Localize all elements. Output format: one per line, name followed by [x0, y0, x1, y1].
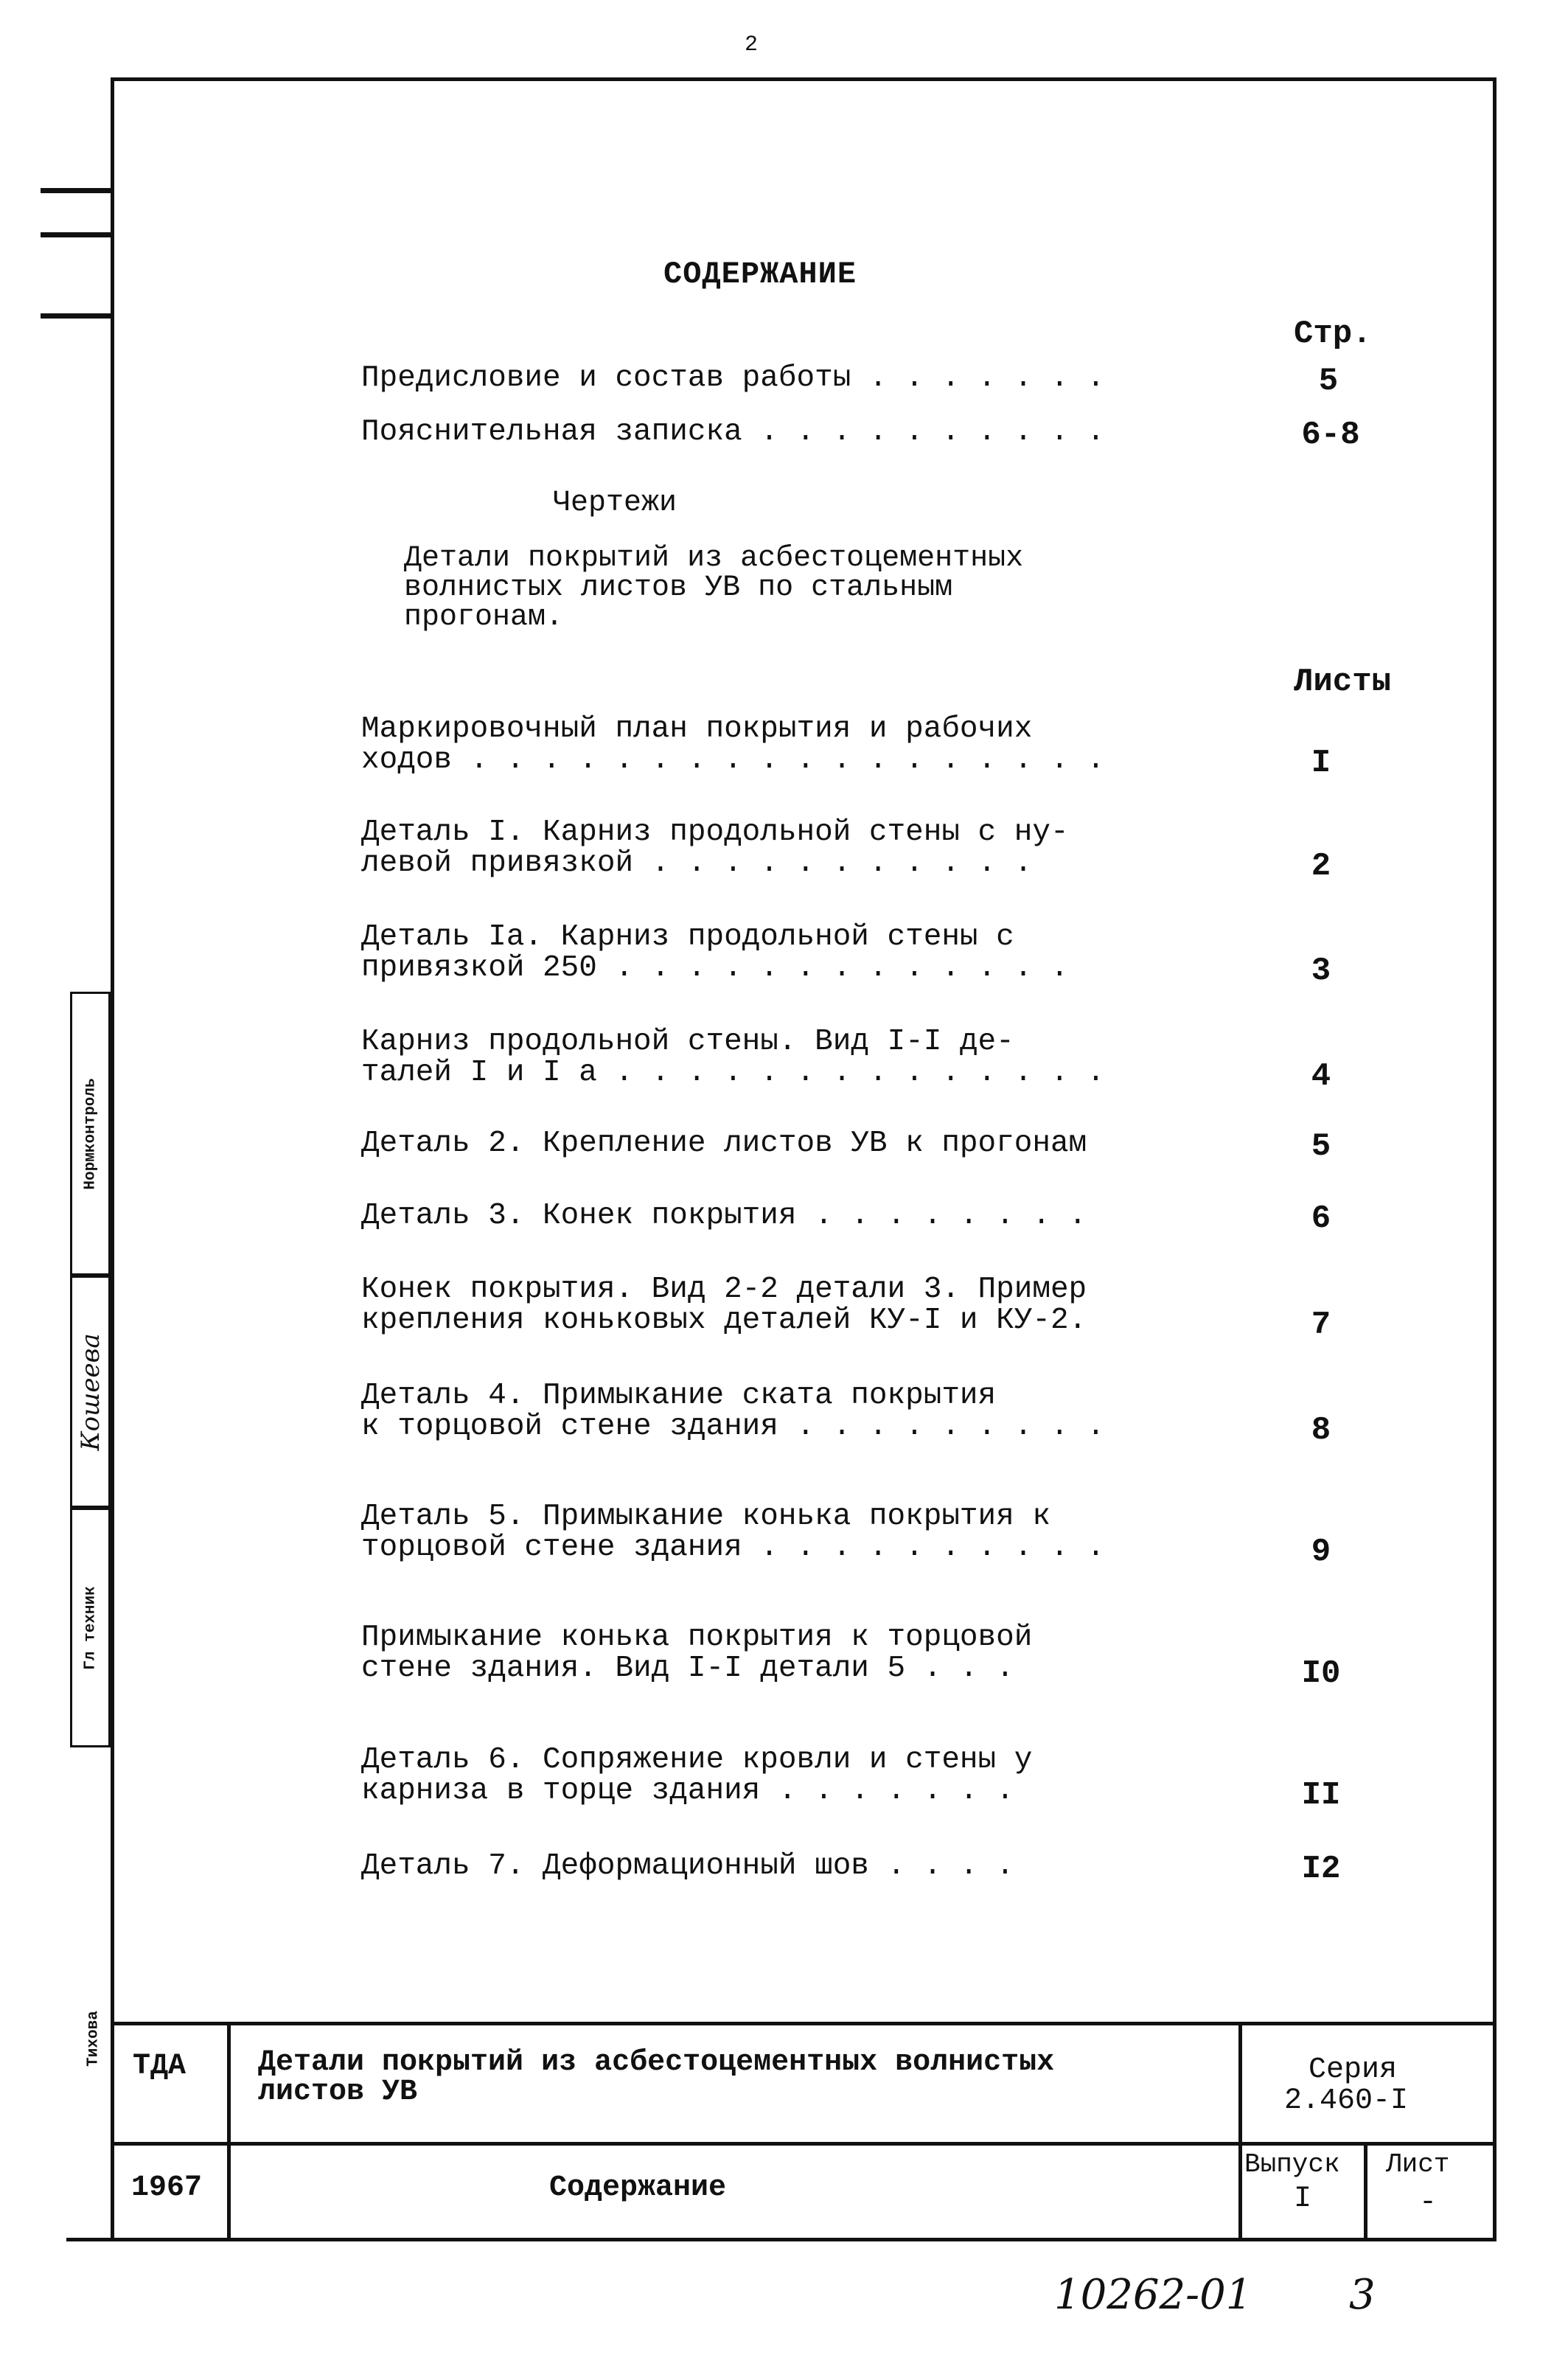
entry-sheet-number: II	[1301, 1777, 1341, 1814]
stamp-title-line: Детали покрытий из асбестоцементных волнистых	[258, 2046, 1055, 2079]
side-signature	[70, 1276, 111, 1508]
entry-line: привязкой 250 . . . . . . . . . . . . .	[361, 951, 1069, 985]
section-title: Чертежи	[553, 487, 677, 520]
intro-entry-text: Пояснительная записка . . . . . . . . . .	[361, 415, 1105, 449]
entry-sheet-number: 6	[1311, 1200, 1331, 1237]
intro-entry-text: Предисловие и состав работы . . . . . . .	[361, 361, 1105, 395]
entry-line: Маркировочный план покрытия и рабочих	[361, 712, 1033, 746]
stamp-year: 1967	[131, 2171, 203, 2205]
contents-entry	[361, 1128, 1087, 1159]
stamp-sheet-value: -	[1419, 2186, 1438, 2219]
stamp-title	[258, 2048, 1054, 2107]
signature-text: Кошеева	[75, 1332, 105, 1451]
entry-line: Деталь 7. Деформационный шов . . . .	[361, 1849, 1014, 1883]
intro-entry-page: 5	[1318, 363, 1339, 400]
entry-line: к торцовой стене здания . . . . . . . . .	[361, 1410, 1105, 1444]
side-label-top-text: Нормконтроль	[82, 1077, 99, 1190]
contents-entry	[361, 1851, 1014, 1882]
entry-sheet-number: 7	[1311, 1307, 1331, 1343]
entry-line: Деталь 6. Сопряжение кровли и стены у	[361, 1743, 1033, 1777]
entry-line: стене здания. Вид I-I детали 5 . . .	[361, 1652, 1014, 1686]
contents-entry	[361, 1622, 1032, 1684]
stamp-content: Содержание	[549, 2171, 727, 2205]
contents-entry	[361, 714, 1105, 776]
archive-code: 10262-01	[1054, 2271, 1252, 2319]
entry-line: ходов . . . . . . . . . . . . . . . . . .	[361, 743, 1105, 777]
section-description	[404, 544, 1023, 633]
entry-sheet-number: I0	[1301, 1655, 1341, 1692]
contents-entry	[361, 1026, 1105, 1088]
pages-column-header: Стр.	[1294, 316, 1372, 352]
entry-sheet-number: 5	[1311, 1128, 1331, 1165]
entry-sheet-number: 2	[1311, 848, 1331, 885]
stamp-divider	[1364, 2142, 1367, 2241]
contents-entry	[361, 1200, 1087, 1231]
side-label-top	[70, 992, 111, 1276]
side-label-middle-text: Гл техник	[82, 1585, 99, 1670]
entry-sheet-number: 3	[1311, 953, 1331, 989]
section-description-line: прогонам.	[404, 601, 564, 634]
entry-line: Деталь 5. Примыкание конька покрытия к	[361, 1500, 1050, 1534]
side-label-middle	[70, 1508, 111, 1747]
entry-line: Деталь 3. Конек покрытия . . . . . . . .	[361, 1199, 1087, 1233]
entry-line: Деталь 4. Примыкание ската покрытия	[361, 1379, 997, 1413]
entry-line: Примыкание конька покрытия к торцовой	[361, 1621, 1033, 1655]
contents-entry	[361, 817, 1069, 879]
stamp-top-border	[111, 2022, 1496, 2025]
stamp-issue-label: Выпуск	[1244, 2149, 1340, 2180]
entry-line: левой привязкой . . . . . . . . . . .	[361, 846, 1033, 880]
stamp-bottom-extension	[66, 2238, 1496, 2241]
entry-line: талей I и I а . . . . . . . . . . . . . .	[361, 1056, 1105, 1090]
entry-sheet-number: I	[1311, 745, 1331, 782]
side-label-bottom	[83, 1991, 105, 2087]
section-description-line: Детали покрытий из асбестоцементных	[404, 542, 1024, 575]
archive-page-number: 3	[1349, 2271, 1376, 2319]
stamp-series-value: 2.460-I	[1284, 2084, 1409, 2118]
entry-line: торцовой стене здания . . . . . . . . . .	[361, 1531, 1105, 1565]
contents-entry	[361, 1744, 1032, 1806]
entry-sheet-number: I2	[1301, 1851, 1341, 1888]
intro-entry-page: 6-8	[1301, 417, 1360, 453]
contents-entry	[361, 922, 1069, 984]
entry-line: карниза в торце здания . . . . . . .	[361, 1774, 1014, 1808]
contents-entry	[361, 1501, 1105, 1563]
stamp-series-label: Серия	[1309, 2053, 1398, 2087]
binding-mark-3	[41, 313, 114, 319]
entry-sheet-number: 8	[1311, 1412, 1331, 1449]
sheets-column-header: Листы	[1294, 664, 1392, 700]
contents-entry	[361, 1380, 1105, 1442]
side-label-bottom-text: Тихова	[85, 2011, 102, 2067]
binding-mark-1	[41, 188, 114, 193]
entry-line: Деталь 2. Крепление листов УВ к прогонам	[361, 1127, 1087, 1161]
entry-line: Деталь Iа. Карниз продольной стены с	[361, 920, 1014, 954]
stamp-title-line: листов УВ	[258, 2076, 418, 2109]
stamp-middle-border	[111, 2142, 1496, 2146]
contents-entry	[361, 1274, 1087, 1336]
entry-line: Карниз продольной стены. Вид I-I де-	[361, 1025, 1014, 1059]
stamp-sheet-label: Лист	[1386, 2149, 1450, 2180]
stamp-divider	[227, 2022, 231, 2241]
entry-line: Конек покрытия. Вид 2-2 детали 3. Пример	[361, 1273, 1087, 1307]
page-title: СОДЕРЖАНИЕ	[663, 257, 857, 292]
entry-line: Деталь I. Карниз продольной стены с ну-	[361, 815, 1069, 849]
section-description-line: волнистых листов УВ по стальным	[404, 571, 953, 605]
entry-sheet-number: 9	[1311, 1534, 1331, 1570]
stamp-org: ТДА	[133, 2050, 187, 2083]
stamp-issue-value: I	[1294, 2182, 1312, 2216]
entry-line: крепления коньковых деталей КУ-I и КУ-2.	[361, 1304, 1087, 1337]
stamp-divider	[1238, 2022, 1242, 2241]
page-number: 2	[745, 32, 759, 58]
binding-mark-2	[41, 232, 114, 237]
entry-sheet-number: 4	[1311, 1058, 1331, 1095]
